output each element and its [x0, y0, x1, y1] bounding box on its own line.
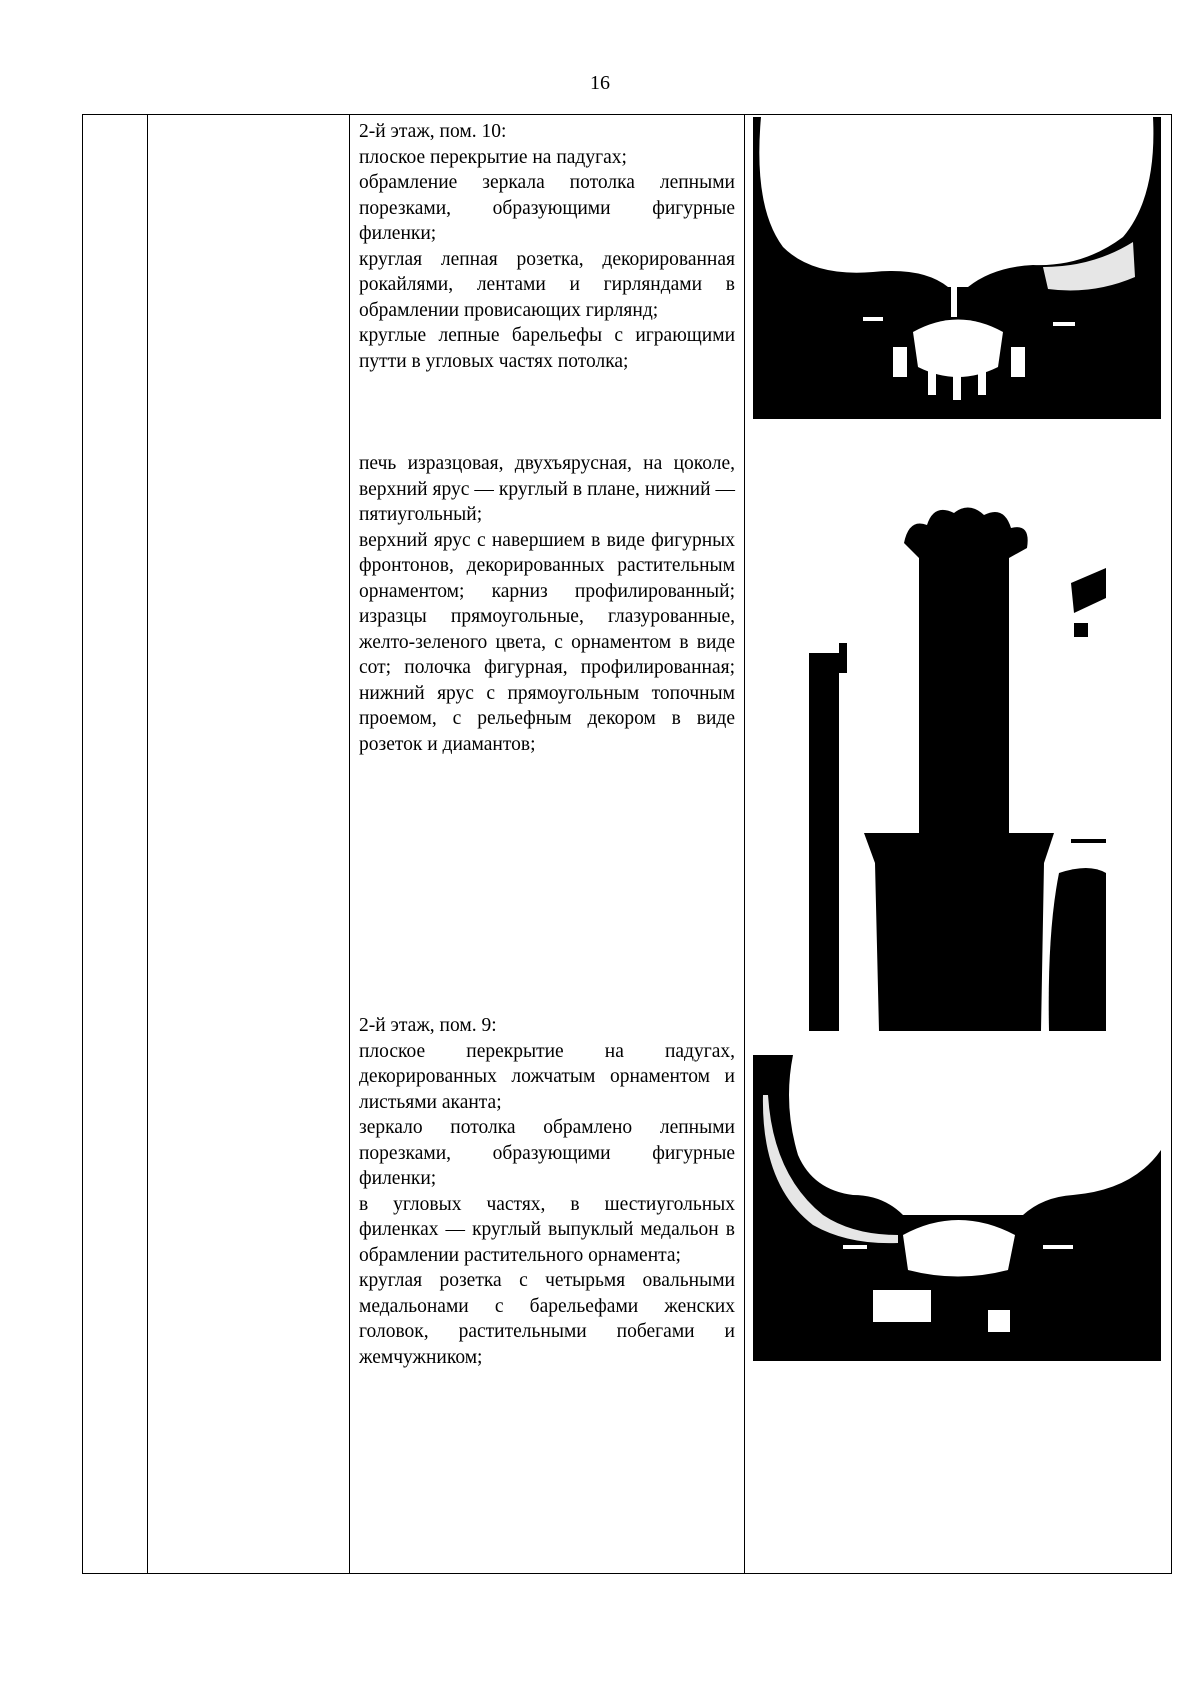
- column-divider: [147, 115, 148, 1573]
- list-item: верхний ярус с навершием в виде фигурных фронтонов, декорированных растительным орнаментом; карниз профилированный; изразцы прямоугольные, глазурованные, желто-зеленого цвета, с орнаментом в виде сот; полочка фигурная, профилированная; нижний ярус с прямоугольным топочным проемом, с рельефным декором в виде розеток и диамантов;: [359, 529, 735, 755]
- ceiling-photo-room-10: [753, 117, 1161, 419]
- room-10-ceiling-description: [359, 119, 735, 374]
- list-item: зеркало потолка обрамлено лепными порезками, образующими фигурные филенки;: [359, 1117, 735, 1189]
- ceiling-photo-room-9: [753, 1055, 1161, 1361]
- column-divider: [744, 115, 745, 1573]
- stove-photo: [809, 503, 1106, 1031]
- stove-description: [359, 451, 735, 757]
- room-heading: 2-й этаж, пом. 9:: [359, 1015, 497, 1036]
- list-item: круглые лепные барельефы с играющими путти в угловых частях потолка;: [359, 325, 735, 372]
- list-item: плоское перекрытие на падугах;: [359, 146, 627, 168]
- list-item: круглая лепная розетка, декорированная рокайлями, лентами и гирляндами в обрамлении провисающих гирлянд;: [359, 248, 735, 321]
- inventory-table: [82, 114, 1172, 1574]
- column-divider: [349, 115, 350, 1573]
- list-item: обрамление зеркала потолка лепными порезками, образующими фигурные филенки;: [359, 172, 735, 244]
- room-heading: 2-й этаж, пом. 10:: [359, 121, 507, 142]
- list-item: печь изразцовая, двухъярусная, на цоколе, верхний ярус — круглый в плане, нижний — пятиугольный;: [359, 453, 735, 525]
- list-item: в угловых частях, в шестиугольных филенках — круглый выпуклый медальон в обрамлении растительного орнамента;: [359, 1193, 735, 1266]
- list-item: плоское перекрытие на падугах, декорированных ложчатым орнаментом и листьями аканта;: [359, 1040, 735, 1113]
- page-number: 16: [590, 72, 610, 94]
- list-item: круглая розетка с четырьмя овальными медальонами с барельефами женских головок, растительными побегами и жемчужником;: [359, 1270, 735, 1368]
- room-9-ceiling-description: [359, 1013, 735, 1370]
